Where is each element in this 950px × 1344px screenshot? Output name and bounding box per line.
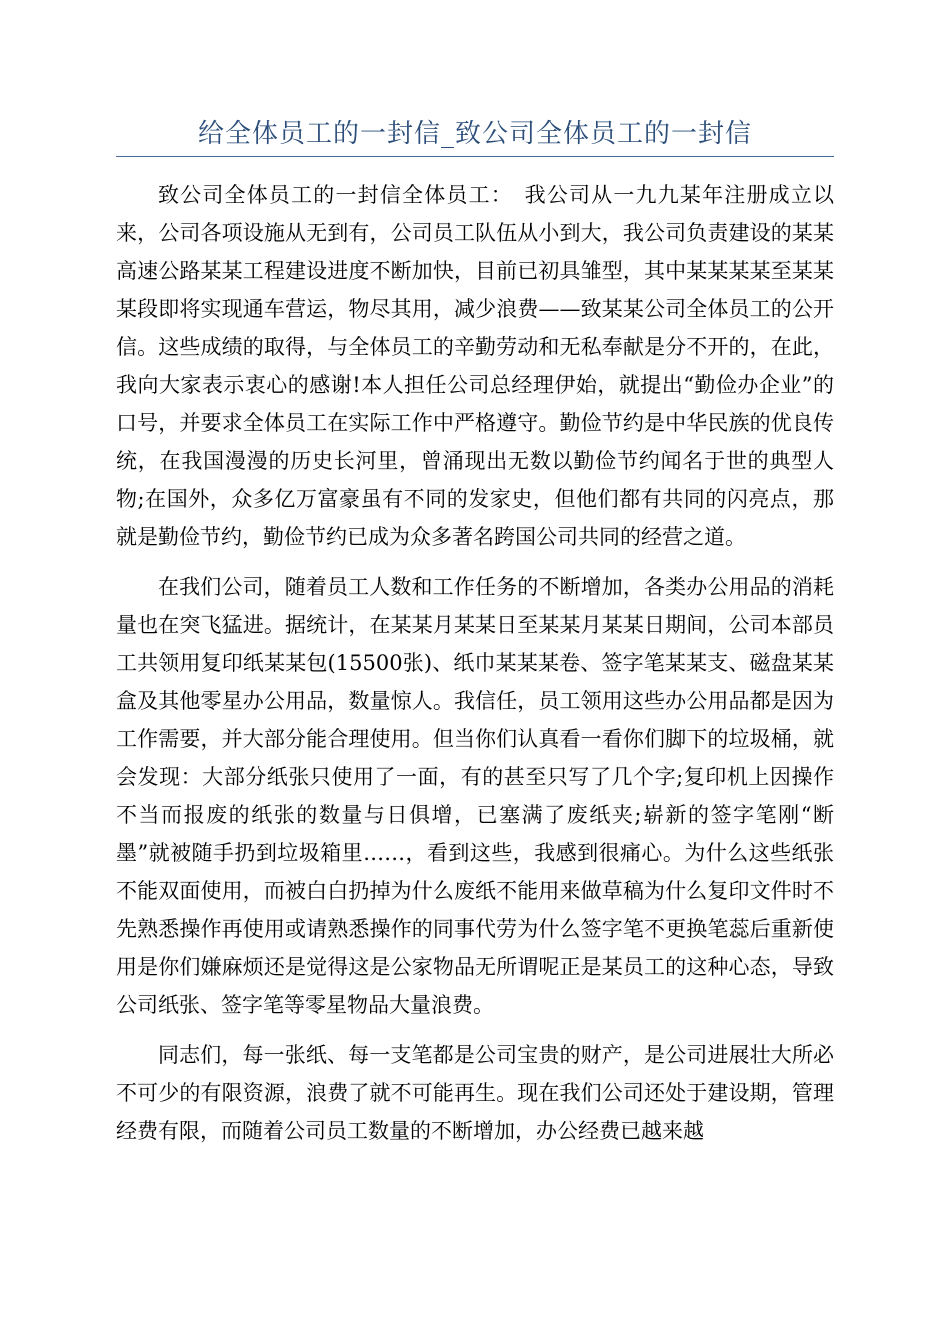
page-title: 给全体员工的一封信_致公司全体员工的一封信 [197, 119, 752, 149]
title-block [116, 114, 834, 157]
paragraph-3: 同志们，每一张纸、每一支笔都是公司宝贵的财产，是公司进展壮大所必不可少的有限资源，浪费了就不可能再生。现在我们公司还处于建设期，管理经费有限，而随着公司员工数量的不断增加，办公经费已越来越 [116, 1043, 834, 1143]
paragraph-1: 致公司全体员工的一封信全体员工： 我公司从一九九某年注册成立以来，公司各项设施从无到有，公司员工队伍从小到大，我公司负责建设的某某高速公路某某工程建设进度不断加快，目前已初具雏型，其中某某某某至某某某段即将实现通车营运，物尽其用，减少浪费——致某某公司全体员工的公开信。这些成绩的取得，与全体员工的辛勤劳动和无私奉献是分不开的，在此，我向大家表示衷心的感谢!本人担任公司总经理伊始，就提出“勤俭办企业”的口号，并要求全体员工在实际工作中严格遵守。勤俭节约是中华民族的优良传统，在我国漫漫的历史长河里，曾涌现出无数以勤俭节约闻名于世的典型人物;在国外，众多亿万富豪虽有不同的发家史，但他们都有共同的闪亮点，那就是勤俭节约，勤俭节约已成为众多著名跨国公司共同的经营之道。 [116, 183, 834, 549]
document-body [116, 176, 834, 1162]
paragraph-2: 在我们公司，随着员工人数和工作任务的不断增加，各类办公用品的消耗量也在突飞猛进。据统计，在某某月某某日至某某月某某日期间，公司本部员工共领用复印纸某某包(15500张)、纸巾某某某卷、签字笔某某支、磁盘某某盒及其他零星办公用品，数量惊人。我信任，员工领用这些办公用品都是因为工作需要，并大部分能合理使用。但当你们认真看一看你们脚下的垃圾桶，就会发现：大部分纸张只使用了一面，有的甚至只写了几个字;复印机上因操作不当而报废的纸张的数量与日俱增，已塞满了废纸夹;崭新的签字笔刚“断墨”就被随手扔到垃圾箱里……，看到这些，我感到很痛心。为什么这些纸张不能双面使用，而被白白扔掉为什么废纸不能用来做草稿为什么复印文件时不先熟悉操作再使用或请熟悉操作的同事代劳为什么签字笔不更换笔蕊后重新使用是你们嫌麻烦还是觉得这是公家物品无所谓呢正是某员工的这种心态，导致公司纸张、签字笔等零星物品大量浪费。 [116, 575, 834, 1017]
